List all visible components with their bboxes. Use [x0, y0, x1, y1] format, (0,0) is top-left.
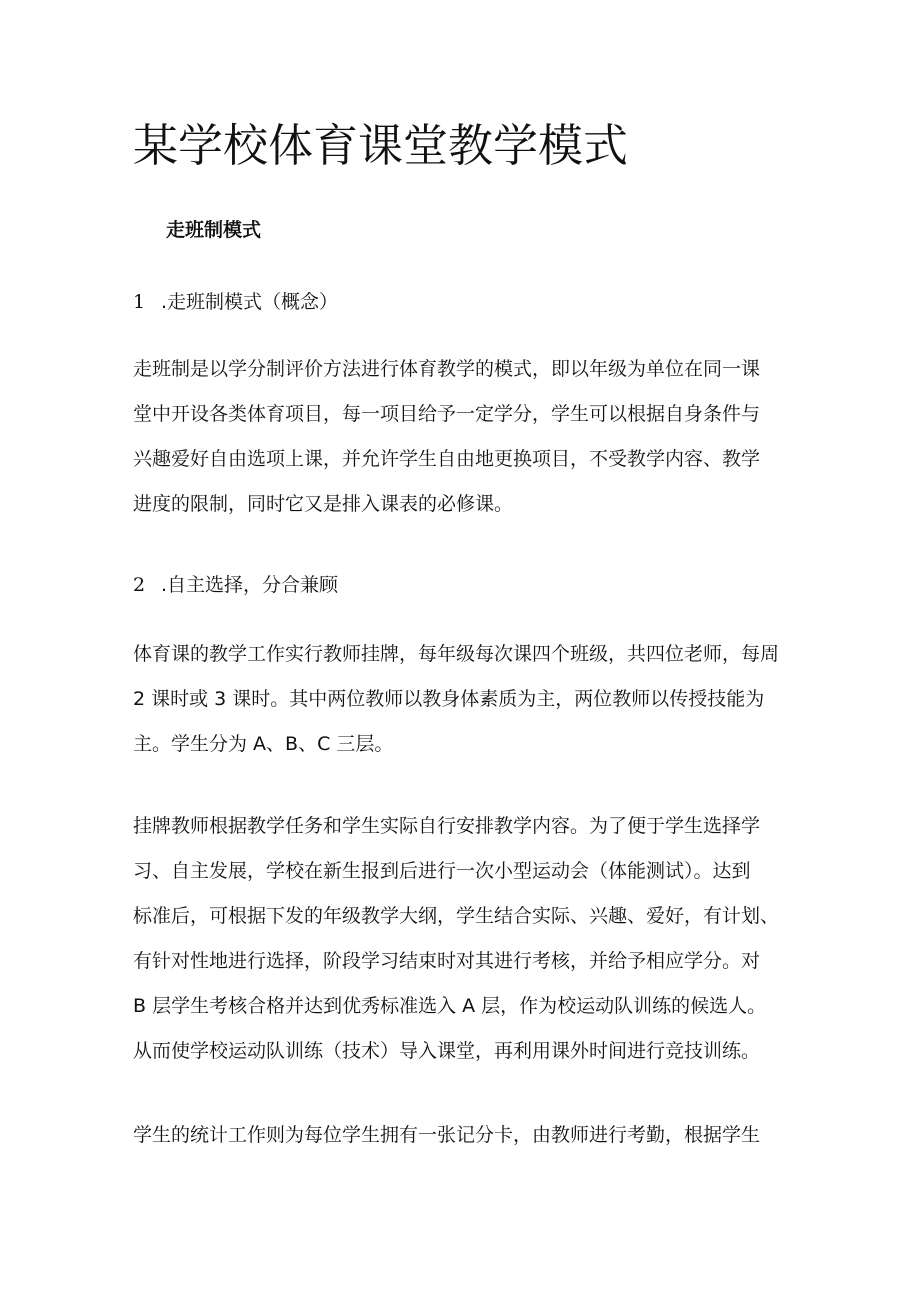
- paragraph-line: 有针对性地进行选择，阶段学习结束时对其进行考核，并给予相应学分。对: [133, 950, 761, 972]
- paragraph-line: 堂中开设各类体育项目，每一项目给予一定学分，学生可以根据自身条件与: [133, 403, 761, 425]
- point-number: 1: [133, 291, 146, 313]
- paragraph-line: B 层学生考核合格并达到优秀标准选入 A 层，作为校运动队训练的候选人。: [133, 995, 767, 1017]
- section-heading: 走班制模式: [166, 219, 262, 241]
- point-text: .自主选择，分合兼顾: [161, 574, 339, 596]
- paragraph-line: 进度的限制，同时它又是排入课表的必修课。: [133, 493, 514, 515]
- numbered-point-2: [133, 571, 338, 599]
- paragraph-line: 走班制是以学分制评价方法进行体育教学的模式，即以年级为单位在同一课: [133, 358, 761, 380]
- paragraph-line: 学生的统计工作则为每位学生拥有一张记分卡，由教师进行考勤，根据学生: [133, 1124, 761, 1146]
- point-number: 2: [133, 574, 146, 596]
- numbered-point-1: [133, 288, 338, 316]
- paragraph-line: 兴趣爱好自由选项上课，并允许学生自由地更换项目，不受教学内容、教学: [133, 448, 761, 470]
- paragraph-4: [133, 1113, 813, 1158]
- paragraph-line: 从而使学校运动队训练（技术）导入课堂，再利用课外时间进行竞技训练。: [133, 1040, 761, 1062]
- paragraph-line: 标准后，可根据下发的年级教学大纲，学生结合实际、兴趣、爱好，有计划、: [133, 905, 780, 927]
- paragraph-line: 主。学生分为 A、B、C 三层。: [133, 733, 394, 755]
- point-text: .走班制模式（概念）: [161, 291, 339, 313]
- paragraph-1: [133, 347, 813, 527]
- paragraph-3: [133, 804, 813, 1074]
- paragraph-line: 体育课的教学工作实行教师挂牌，每年级每次课四个班级，共四位老师，每周: [133, 643, 780, 665]
- paragraph-line: 2 课时或 3 课时。其中两位教师以教身体素质为主，两位教师以传授技能为: [133, 688, 765, 710]
- document-title: 某学校体育课堂教学模式: [133, 119, 629, 172]
- paragraph-line: 习、自主发展，学校在新生报到后进行一次小型运动会（体能测试）。达到: [133, 860, 751, 882]
- paragraph-2: [133, 632, 813, 767]
- paragraph-line: 挂牌教师根据教学任务和学生实际自行安排教学内容。为了便于学生选择学: [133, 815, 761, 837]
